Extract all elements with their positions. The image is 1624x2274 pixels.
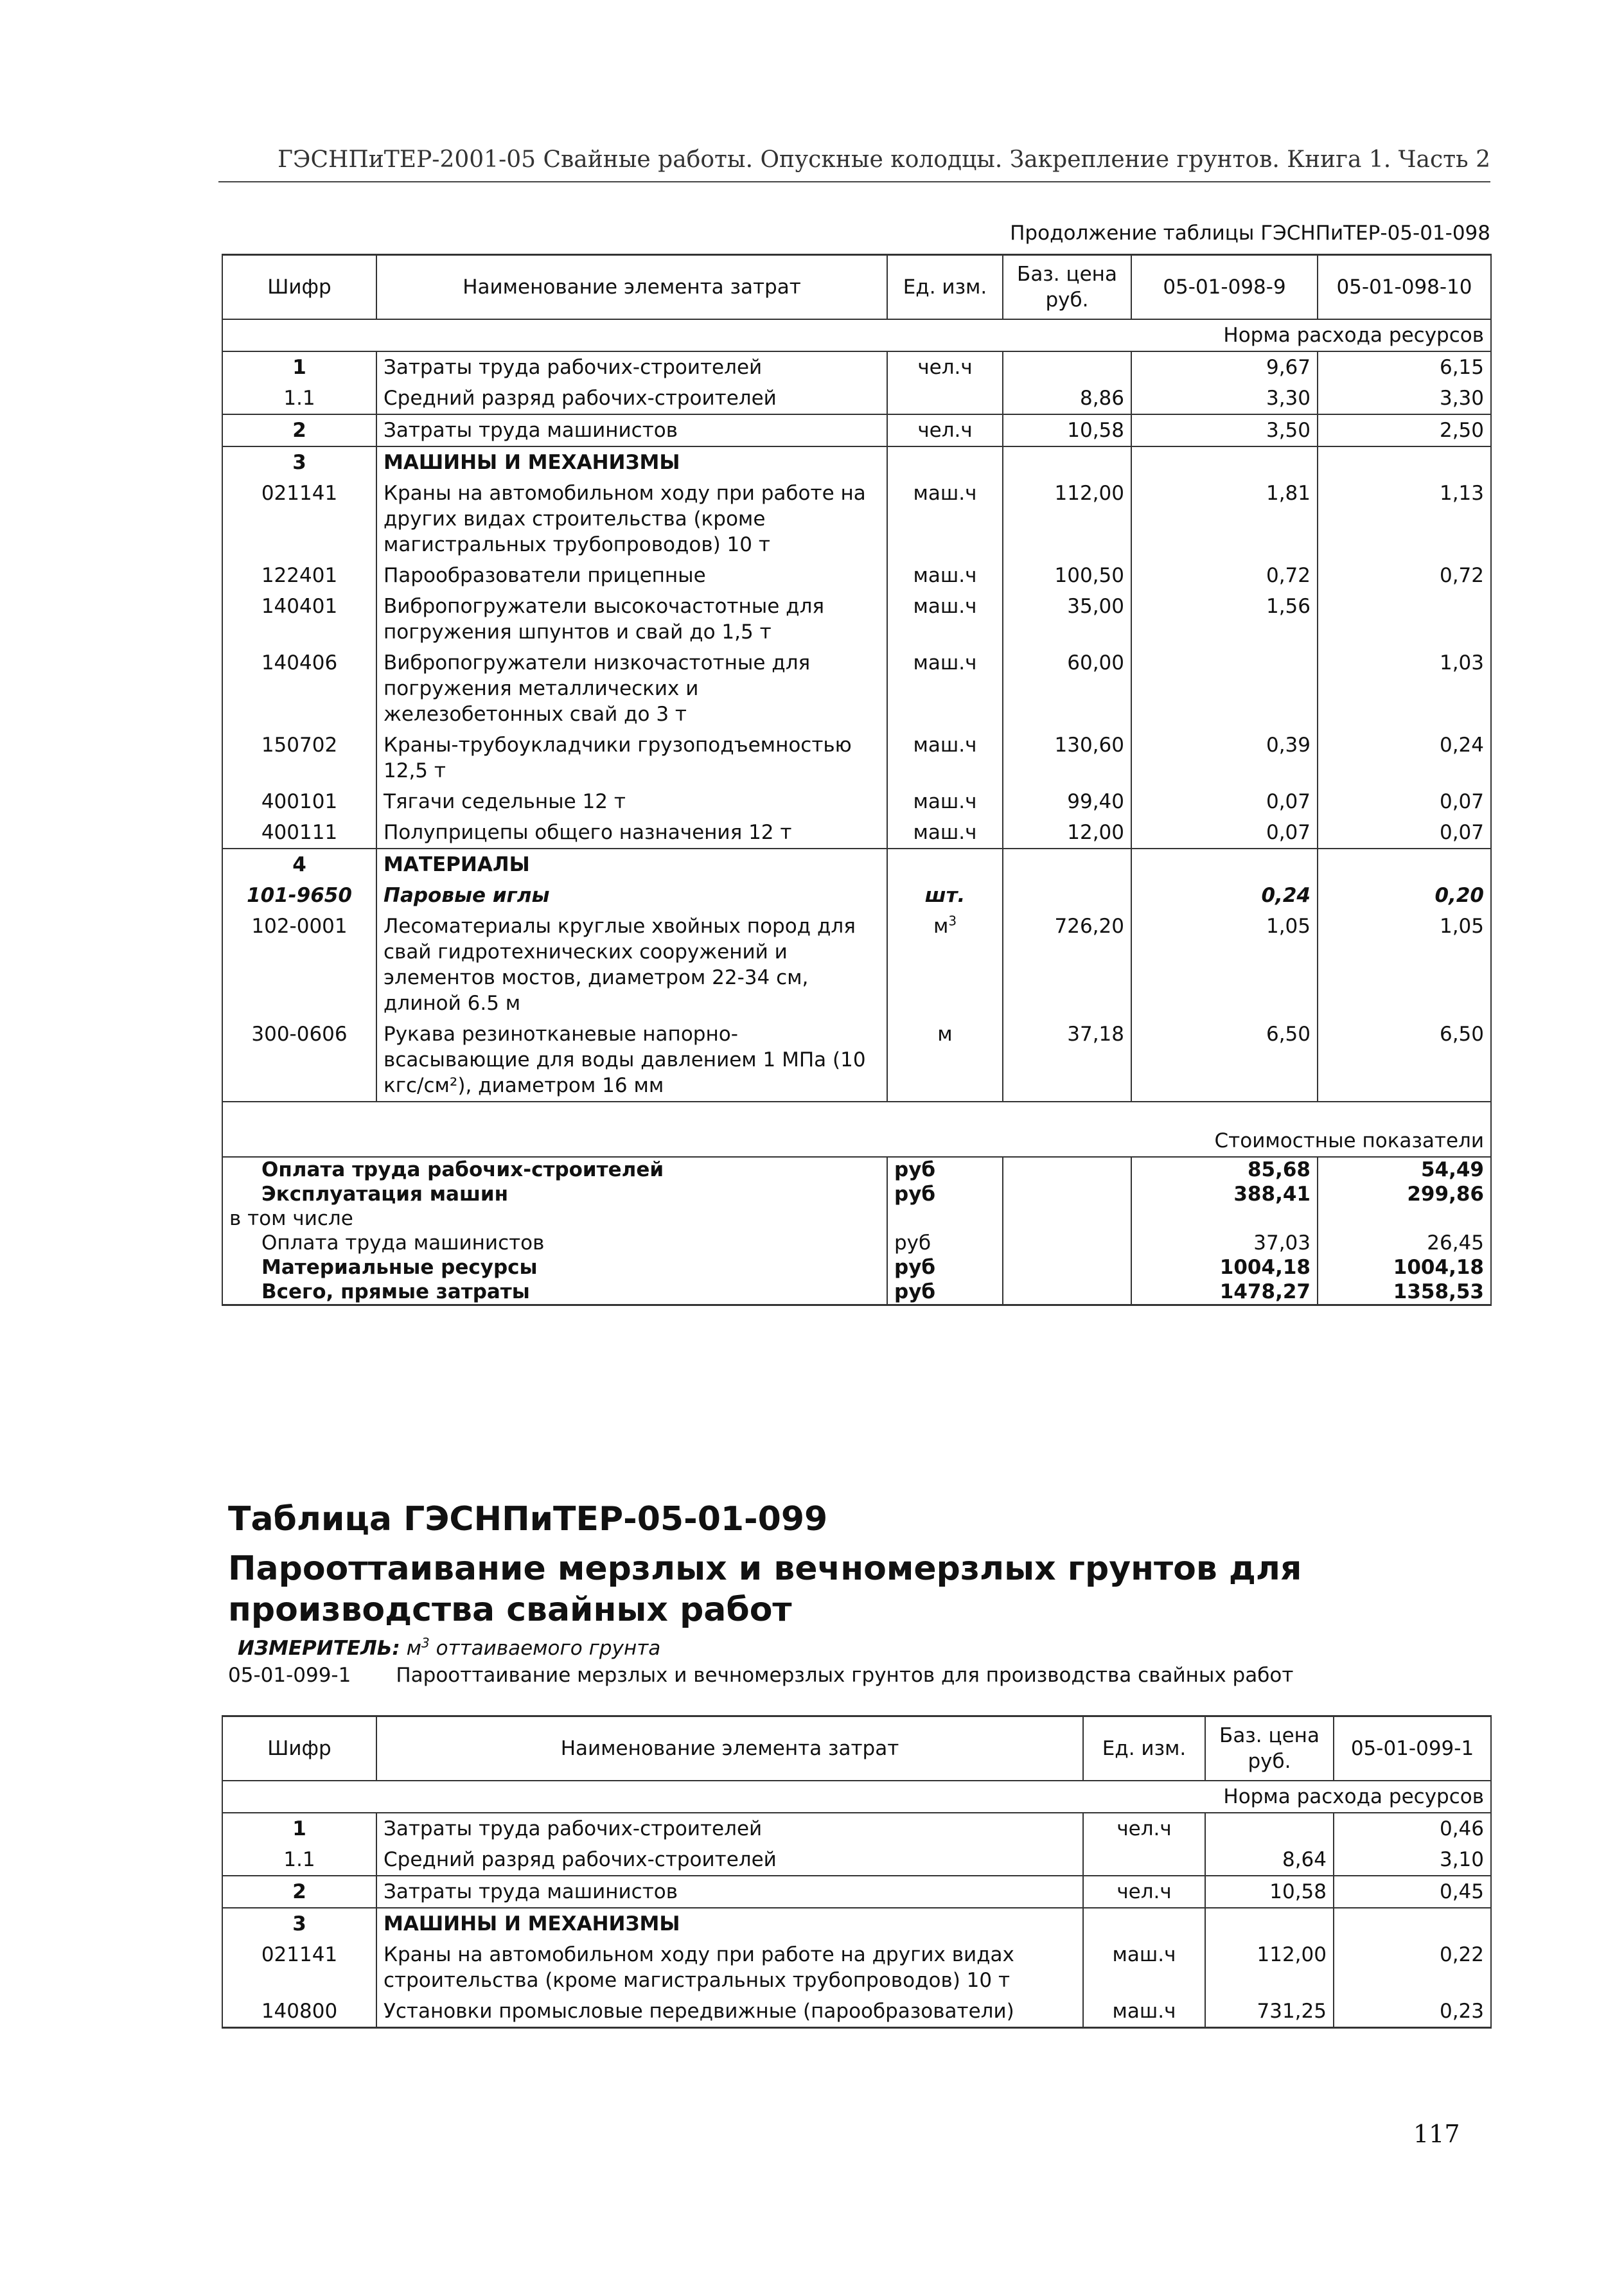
column-header: Шифр: [222, 1716, 376, 1781]
cost-name: в том числе: [222, 1206, 887, 1231]
row-value-1: 0,24: [1131, 880, 1318, 911]
cost-value-2: 54,49: [1318, 1157, 1491, 1182]
page-number: 117: [1413, 2120, 1460, 2148]
table-row: [222, 849, 1491, 880]
row-code: 1.1: [222, 1844, 376, 1876]
row-value-2: [1318, 446, 1491, 478]
cost-unit: руб: [887, 1157, 1003, 1182]
row-price: [1003, 880, 1131, 911]
unit-text: м: [937, 1023, 953, 1046]
row-name: Затраты труда машинистов: [376, 1876, 1083, 1908]
row-name: Затраты труда рабочих-строителей: [376, 1813, 1083, 1844]
table1-cost-label-row: [222, 1102, 1491, 1157]
row-code: 3: [222, 1908, 376, 1939]
header-divider: [218, 181, 1490, 182]
row-code: 1: [222, 351, 376, 383]
row-unit: [887, 880, 1003, 911]
column-header: 05-01-098-9: [1131, 255, 1318, 320]
cost-row: [222, 1157, 1491, 1182]
table-row: [222, 1908, 1491, 1939]
measure-text: оттаиваемого грунта: [429, 1637, 661, 1660]
column-header: Ед. изм.: [887, 255, 1003, 320]
row-code: 122401: [222, 560, 376, 591]
row-price: 130,60: [1003, 730, 1131, 786]
unit-text: м: [933, 915, 949, 938]
row-value-1: 0,07: [1131, 786, 1318, 817]
cost-unit: руб: [887, 1231, 1003, 1255]
row-name: Лесоматериалы круглые хвойных пород для свай гидротехнических сооружений и элементов мостов, диаметром 22-34 см, длиной 6.5 м: [376, 911, 887, 1019]
row-unit: [887, 560, 1003, 591]
cost-value-1: 388,41: [1131, 1182, 1318, 1206]
cost-row: [222, 1182, 1491, 1206]
row-price: [1205, 1813, 1334, 1844]
cost-row: [222, 1231, 1491, 1255]
row-unit: [887, 817, 1003, 849]
cost-value-2: [1318, 1206, 1491, 1231]
column-header: 05-01-099-1: [1334, 1716, 1491, 1781]
cost-name: Оплата труда машинистов: [222, 1231, 887, 1255]
row-price: 8,86: [1003, 383, 1131, 414]
row-unit: чел.ч: [1083, 1876, 1205, 1908]
row-price: 8,64: [1205, 1844, 1334, 1876]
row-price: 731,25: [1205, 1996, 1334, 2028]
resource-table-099: [222, 1715, 1492, 2029]
cost-label: Стоимостные показатели: [222, 1102, 1491, 1157]
row-name: Затраты труда рабочих-строителей: [376, 351, 887, 383]
row-code: 140406: [222, 648, 376, 730]
row-code: 4: [222, 849, 376, 880]
row-name: Рукава резинотканевые напорно-всасывающие для воды давлением 1 МПа (10 кгс/см²), диаметром 16 мм: [376, 1019, 887, 1102]
unit-text: маш.ч: [913, 482, 977, 505]
row-name: Паровые иглы: [376, 880, 887, 911]
row-unit: [887, 591, 1003, 648]
table-row: [222, 911, 1491, 1019]
row-unit: [1083, 1844, 1205, 1876]
cost-price: [1003, 1157, 1131, 1182]
cost-value-1: 85,68: [1131, 1157, 1318, 1182]
row-name: МАШИНЫ И МЕХАНИЗМЫ: [376, 446, 887, 478]
row-unit: [1083, 1908, 1205, 1939]
row-unit: чел.ч: [1083, 1813, 1205, 1844]
row-value-1: 6,50: [1131, 1019, 1318, 1102]
row-value-2: 1,03: [1318, 648, 1491, 730]
row-name: Полуприцепы общего назначения 12 т: [376, 817, 887, 849]
table-row: [222, 478, 1491, 560]
cost-row: [222, 1255, 1491, 1280]
row-value-1: 0,45: [1334, 1876, 1491, 1908]
row-value-1: [1334, 1908, 1491, 1939]
row-price: [1003, 351, 1131, 383]
row-value-2: 0,24: [1318, 730, 1491, 786]
cost-value-1: [1131, 1206, 1318, 1231]
row-name: Вибропогружатели высокочастотные для погружения шпунтов и свай до 1,5 т: [376, 591, 887, 648]
row-price: 99,40: [1003, 786, 1131, 817]
table-row: [222, 786, 1491, 817]
table2-measure: [238, 1637, 660, 1660]
norm-label: Норма расхода ресурсов: [222, 1781, 1491, 1813]
row-unit: маш.ч: [1083, 1996, 1205, 2028]
row-value-1: 1,81: [1131, 478, 1318, 560]
row-name: Средний разряд рабочих-строителей: [376, 1844, 1083, 1876]
unit-text: чел.ч: [917, 356, 973, 379]
unit-text: маш.ч: [913, 564, 977, 587]
row-value-1: 0,39: [1131, 730, 1318, 786]
unit-sup: 3: [948, 913, 957, 929]
cost-unit: руб: [887, 1255, 1003, 1280]
table-row: [222, 1844, 1491, 1876]
row-code: 1: [222, 1813, 376, 1844]
row-code: 2: [222, 414, 376, 446]
row-name: Вибропогружатели низкочастотные для погружения металлических и железобетонных свай до 3 т: [376, 648, 887, 730]
cost-value-1: 1004,18: [1131, 1255, 1318, 1280]
row-code: 101-9650: [222, 880, 376, 911]
unit-text: шт.: [924, 884, 966, 907]
cost-price: [1003, 1206, 1131, 1231]
column-header: 05-01-098-10: [1318, 255, 1491, 320]
row-value-2: [1318, 591, 1491, 648]
row-unit: [887, 911, 1003, 1019]
row-price: 100,50: [1003, 560, 1131, 591]
cost-value-1: 37,03: [1131, 1231, 1318, 1255]
measure-label: ИЗМЕРИТЕЛЬ:: [238, 1637, 400, 1660]
table2-code-desc: Парооттаивание мерзлых и вечномерзлых грунтов для производства свайных работ: [396, 1664, 1294, 1687]
row-unit: [887, 1019, 1003, 1102]
table2-code: 05-01-099-1: [228, 1664, 351, 1687]
table1-header-row: [222, 255, 1491, 320]
row-value-1: [1131, 648, 1318, 730]
row-unit: [887, 414, 1003, 446]
row-value-2: 6,15: [1318, 351, 1491, 383]
column-header: Шифр: [222, 255, 376, 320]
row-code: 400111: [222, 817, 376, 849]
row-price: 726,20: [1003, 911, 1131, 1019]
table-row: [222, 1939, 1491, 1996]
table-row: [222, 591, 1491, 648]
row-unit: [887, 849, 1003, 880]
unit-text: маш.ч: [913, 734, 977, 757]
table-row: [222, 560, 1491, 591]
row-value-2: 6,50: [1318, 1019, 1491, 1102]
cost-row: [222, 1280, 1491, 1305]
row-value-1: 0,46: [1334, 1813, 1491, 1844]
row-name: Средний разряд рабочих-строителей: [376, 383, 887, 414]
unit-text: маш.ч: [913, 821, 977, 844]
row-value-2: 1,05: [1318, 911, 1491, 1019]
row-code: 150702: [222, 730, 376, 786]
cost-value-1: 1478,27: [1131, 1280, 1318, 1305]
table1-continuation-label: Продолжение таблицы ГЭСНПиТЕР-05-01-098: [1010, 222, 1490, 245]
cost-price: [1003, 1255, 1131, 1280]
resource-table-098: [222, 254, 1492, 1306]
row-value-2: 2,50: [1318, 414, 1491, 446]
row-code: 140401: [222, 591, 376, 648]
table2-code-line: [228, 1664, 1293, 1687]
row-unit: [887, 648, 1003, 730]
unit-text: маш.ч: [913, 595, 977, 618]
row-name: МАШИНЫ И МЕХАНИЗМЫ: [376, 1908, 1083, 1939]
row-value-1: [1131, 446, 1318, 478]
cost-name: Всего, прямые затраты: [222, 1280, 887, 1305]
table-row: [222, 880, 1491, 911]
cost-value-2: 1358,53: [1318, 1280, 1491, 1305]
cost-unit: руб: [887, 1280, 1003, 1305]
cost-unit: [887, 1206, 1003, 1231]
row-value-1: 9,67: [1131, 351, 1318, 383]
measure-unit: м: [406, 1637, 422, 1660]
row-unit: [887, 351, 1003, 383]
row-value-1: 3,50: [1131, 414, 1318, 446]
table-row: [222, 730, 1491, 786]
table-row: [222, 817, 1491, 849]
measure-unit-sup: 3: [421, 1635, 430, 1651]
column-header: Наименование элемента затрат: [376, 255, 887, 320]
cost-price: [1003, 1231, 1131, 1255]
row-value-2: 3,30: [1318, 383, 1491, 414]
row-code: 3: [222, 446, 376, 478]
table-row: [222, 414, 1491, 446]
row-value-1: [1131, 849, 1318, 880]
table2-subtitle: Парооттаивание мерзлых и вечномерзлых грунтов для производства свайных работ: [228, 1549, 1302, 1629]
row-price: [1003, 849, 1131, 880]
row-price: 60,00: [1003, 648, 1131, 730]
row-value-1: 0,23: [1334, 1996, 1491, 2028]
cost-value-2: 1004,18: [1318, 1255, 1491, 1280]
row-name: Установки промысловые передвижные (парообразователи): [376, 1996, 1083, 2028]
row-price: 112,00: [1003, 478, 1131, 560]
table1-norm-row: [222, 319, 1491, 351]
row-code: 021141: [222, 478, 376, 560]
table-row: [222, 1996, 1491, 2028]
row-code: 1.1: [222, 383, 376, 414]
unit-text: маш.ч: [913, 651, 977, 674]
cost-row: [222, 1206, 1491, 1231]
cost-value-2: 299,86: [1318, 1182, 1491, 1206]
table-row: [222, 1813, 1491, 1844]
table-row: [222, 648, 1491, 730]
row-value-1: 0,07: [1131, 817, 1318, 849]
row-unit: [887, 446, 1003, 478]
column-header: Баз. цена руб.: [1003, 255, 1131, 320]
table-row: [222, 351, 1491, 383]
cost-name: Оплата труда рабочих-строителей: [222, 1157, 887, 1182]
table2-header-row: [222, 1716, 1491, 1781]
norm-label: Норма расхода ресурсов: [222, 319, 1491, 351]
row-code: 400101: [222, 786, 376, 817]
column-header: Наименование элемента затрат: [376, 1716, 1083, 1781]
row-price: 12,00: [1003, 817, 1131, 849]
table-row: [222, 383, 1491, 414]
row-value-1: 3,30: [1131, 383, 1318, 414]
row-unit: [887, 383, 1003, 414]
table2-title: Таблица ГЭСНПиТЕР-05-01-099: [228, 1500, 828, 1538]
row-name: Краны на автомобильном ходу при работе на других видах строительства (кроме магистральных трубопроводов) 10 т: [376, 1939, 1083, 1996]
row-value-2: 0,07: [1318, 786, 1491, 817]
row-price: 10,58: [1003, 414, 1131, 446]
row-price: 112,00: [1205, 1939, 1334, 1996]
row-value-2: 0,07: [1318, 817, 1491, 849]
row-price: 37,18: [1003, 1019, 1131, 1102]
row-name: Краны-трубоукладчики грузоподъемностью 12,5 т: [376, 730, 887, 786]
row-value-1: 0,22: [1334, 1939, 1491, 1996]
row-code: 140800: [222, 1996, 376, 2028]
table-row: [222, 1019, 1491, 1102]
cost-price: [1003, 1280, 1131, 1305]
cost-price: [1003, 1182, 1131, 1206]
row-unit: [887, 730, 1003, 786]
column-header: Ед. изм.: [1083, 1716, 1205, 1781]
row-price: 35,00: [1003, 591, 1131, 648]
row-value-2: 1,13: [1318, 478, 1491, 560]
row-value-2: [1318, 849, 1491, 880]
row-name: Тягачи седельные 12 т: [376, 786, 887, 817]
row-value-1: 3,10: [1334, 1844, 1491, 1876]
row-unit: [887, 786, 1003, 817]
row-value-1: 0,72: [1131, 560, 1318, 591]
table2-norm-row: [222, 1781, 1491, 1813]
column-header: Баз. цена руб.: [1205, 1716, 1334, 1781]
unit-text: чел.ч: [917, 419, 973, 442]
running-header: ГЭСНПиТЕР-2001-05 Свайные работы. Опускные колодцы. Закрепление грунтов. Книга 1. Часть 2: [278, 146, 1490, 173]
row-name: Затраты труда машинистов: [376, 414, 887, 446]
row-code: 300-0606: [222, 1019, 376, 1102]
row-unit: маш.ч: [1083, 1939, 1205, 1996]
row-price: [1205, 1908, 1334, 1939]
cost-unit: руб: [887, 1182, 1003, 1206]
row-unit: [887, 478, 1003, 560]
cost-name: Эксплуатация машин: [222, 1182, 887, 1206]
row-code: 102-0001: [222, 911, 376, 1019]
row-price: 10,58: [1205, 1876, 1334, 1908]
cost-name: Материальные ресурсы: [222, 1255, 887, 1280]
row-value-1: 1,05: [1131, 911, 1318, 1019]
cost-value-2: 26,45: [1318, 1231, 1491, 1255]
row-price: [1003, 446, 1131, 478]
row-code: 021141: [222, 1939, 376, 1996]
table-row: [222, 1876, 1491, 1908]
row-name: Краны на автомобильном ходу при работе на других видах строительства (кроме магистральных трубопроводов) 10 т: [376, 478, 887, 560]
row-name: Парообразователи прицепные: [376, 560, 887, 591]
table-row: [222, 446, 1491, 478]
unit-text: маш.ч: [913, 790, 977, 813]
row-value-1: 1,56: [1131, 591, 1318, 648]
row-value-2: 0,72: [1318, 560, 1491, 591]
row-code: 2: [222, 1876, 376, 1908]
row-name: МАТЕРИАЛЫ: [376, 849, 887, 880]
row-value-2: 0,20: [1318, 880, 1491, 911]
